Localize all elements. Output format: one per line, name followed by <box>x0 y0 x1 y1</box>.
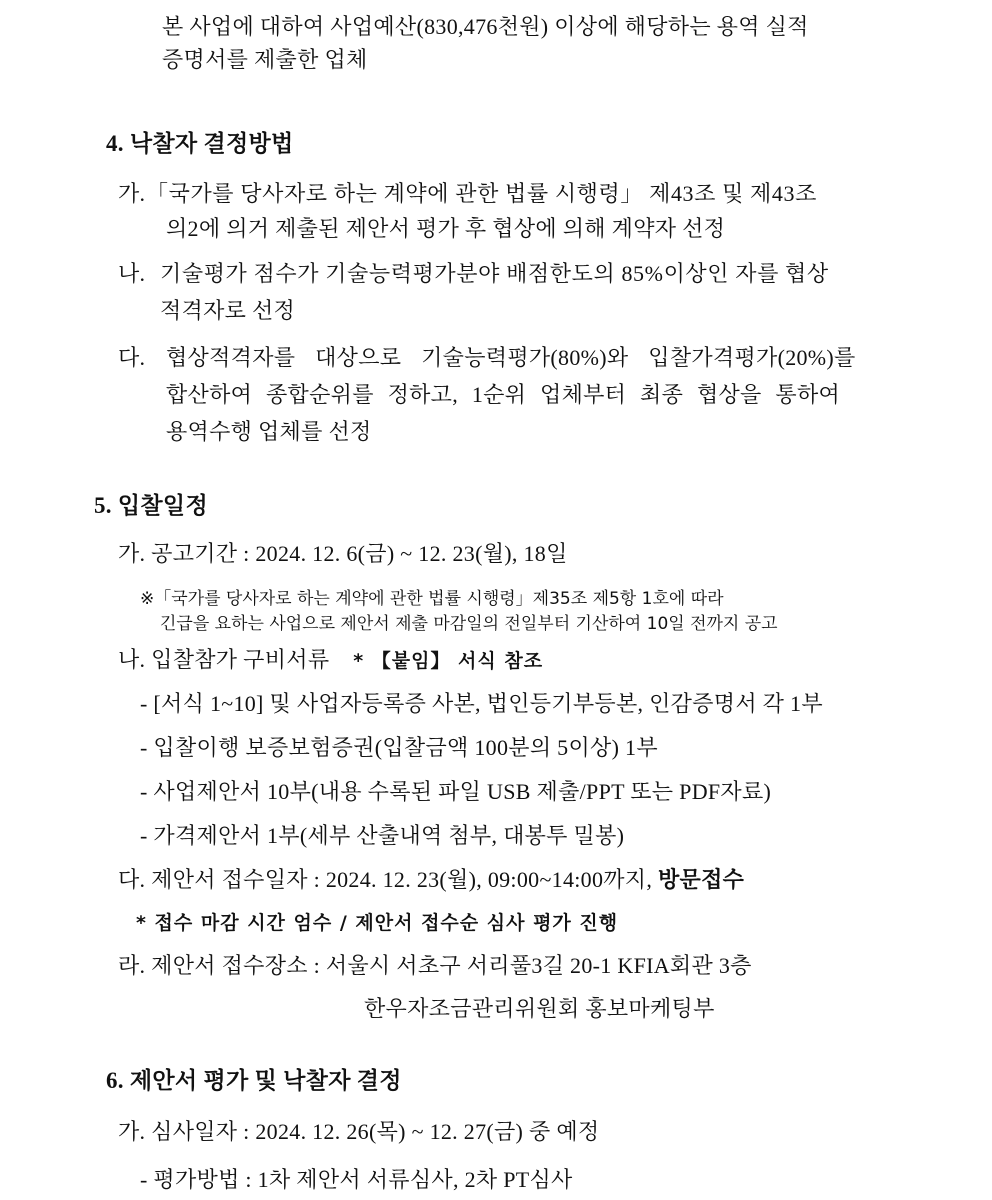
section-4-item-a-line-1: 「국가를 당사자로 하는 계약에 관한 법률 시행령」 제43조 및 제43조 <box>146 181 817 206</box>
section-4-heading: 4. 낙찰자 결정방법 <box>106 131 294 156</box>
section-5-item-c-text: 다. 제안서 접수일자 : 2024. 12. 23(월), 09:00~14:00까지, <box>118 867 658 892</box>
section-5-item-d-line-2: 한우자조금관리위원회 홍보마케팅부 <box>364 996 715 1021</box>
section-4-item-a-marker: 가. <box>118 181 146 206</box>
section-5-item-b <box>118 645 543 676</box>
section-5-item-a: 가. 공고기간 : 2024. 12. 6(금) ~ 12. 23(월), 18일 <box>118 541 568 566</box>
intro-line-1 <box>162 12 896 42</box>
required-doc-2: - 입찰이행 보증보험증권(입찰금액 100분의 5이상) 1부 <box>140 735 658 760</box>
intro-text-1: 본 사업에 대하여 사업예산(830,476천원) 이상에 해당하는 용역 실적 <box>162 14 809 39</box>
section-6-heading: 6. 제안서 평가 및 낙찰자 결정 <box>106 1068 402 1093</box>
required-doc-1: - [서식 1~10] 및 사업자등록증 사본, 법인등기부등본, 인감증명서 각 1부 <box>140 691 823 716</box>
section-5-item-c <box>118 865 744 895</box>
section-4-item-c-line-3: 용역수행 업체를 선정 <box>166 419 372 444</box>
deadline-warning: * 접수 마감 시간 엄수 / 제안서 접수순 심사 평가 진행 <box>136 912 619 934</box>
attachment-reference: * 【붙임】 서식 참조 <box>353 650 544 672</box>
section-6-item-a: 가. 심사일자 : 2024. 12. 26(목) ~ 12. 27(금) 중 예정 <box>118 1119 600 1144</box>
section-4-item-b-marker: 나. <box>118 261 146 286</box>
evaluation-method: - 평가방법 : 1차 제안서 서류심사, 2차 PT심사 <box>140 1167 573 1192</box>
section-5-heading: 5. 입찰일정 <box>94 493 208 518</box>
section-4-item-c-line-1: 협상적격자를 대상으로 기술능력평가(80%)와 입찰가격평가(20%)를 <box>166 345 856 370</box>
section-4-item-c-line-2: 합산하여 종합순위를 정하고, 1순위 업체부터 최종 협상을 통하여 <box>166 382 841 407</box>
section-4-item-b-line-1: 기술평가 점수가 기술능력평가분야 배점한도의 85%이상인 자를 협상 <box>160 261 829 286</box>
visit-submission-label: 방문접수 <box>657 867 745 892</box>
section-4-item-a-line-2: 의2에 의거 제출된 제안서 평가 후 협상에 의해 계약자 선정 <box>166 216 726 241</box>
section-5-note-line-2: 긴급을 요하는 사업으로 제안서 제출 마감일의 전일부터 기산하여 10일 전까지 공고 <box>160 614 778 634</box>
required-doc-3: - 사업제안서 10부(내용 수록된 파일 USB 제출/PPT 또는 PDF자료) <box>140 779 772 804</box>
section-4-item-b-line-2: 적격자로 선정 <box>160 298 296 323</box>
intro-line-2: 증명서를 제출한 업체 <box>162 47 368 72</box>
required-doc-4: - 가격제안서 1부(세부 산출내역 첨부, 대봉투 밀봉) <box>140 823 625 848</box>
section-4-item-c-marker: 다. <box>118 345 146 370</box>
section-5-note-line-1: ※「국가를 당사자로 하는 계약에 관한 법률 시행령」제35조 제5항 1호에 따라 <box>140 589 724 609</box>
section-5-item-b-text: 나. 입찰참가 구비서류 <box>118 647 330 672</box>
section-5-item-d: 라. 제안서 접수장소 : 서울시 서초구 서리풀3길 20-1 KFIA회관 3층 <box>118 953 752 978</box>
